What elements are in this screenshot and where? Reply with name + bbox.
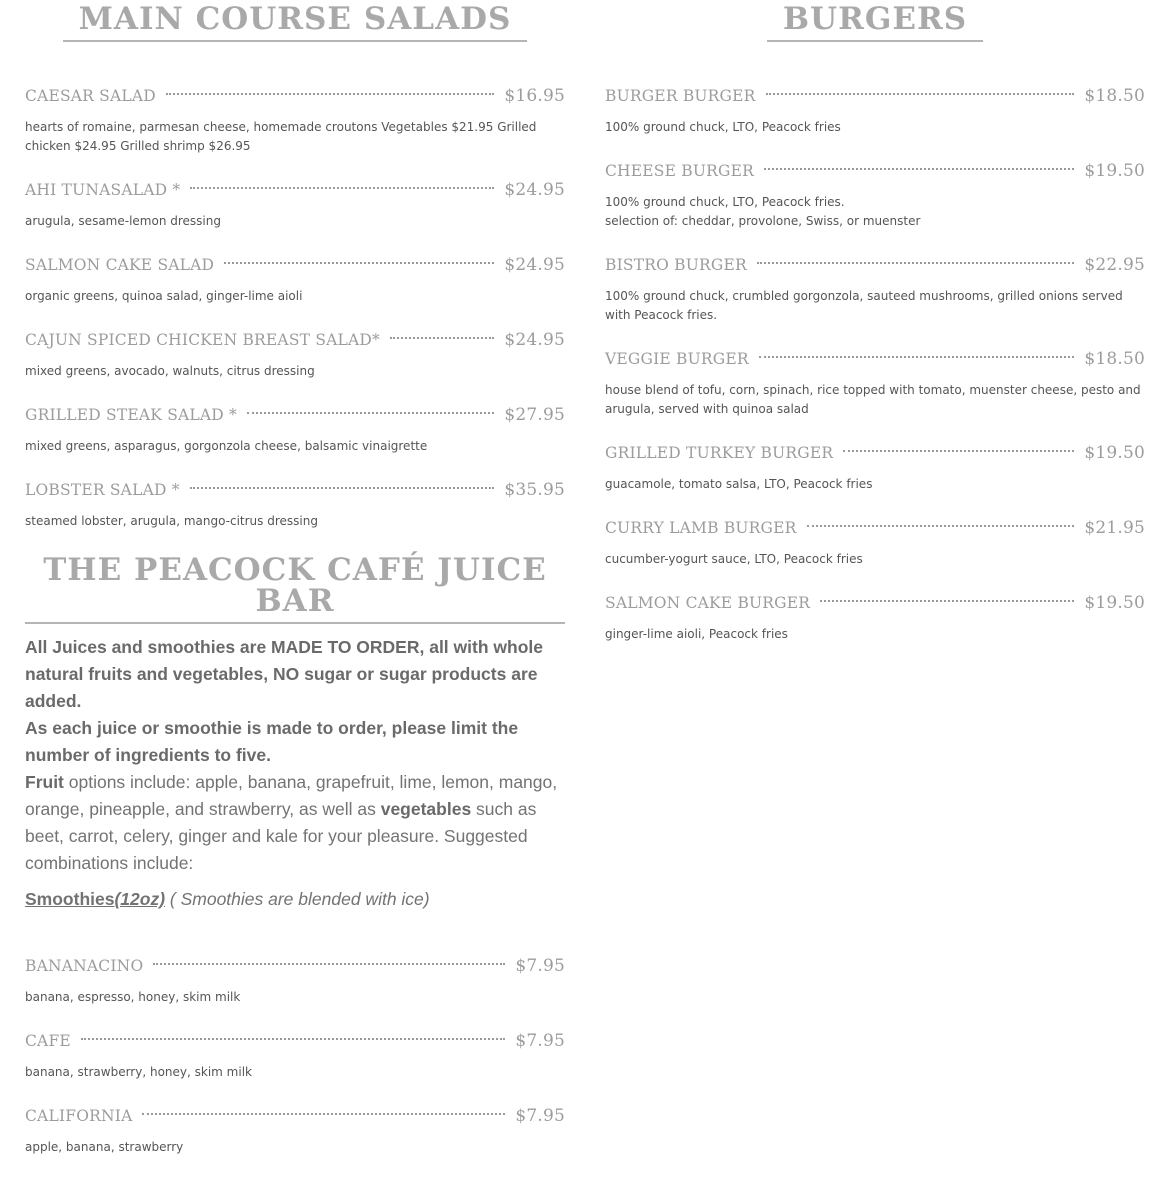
item-name: CURRY LAMB BURGER [605,519,797,537]
item-price: $21.95 [1084,518,1145,538]
item-description: 100% ground chuck, crumbled gorgonzola, sauteed mushrooms, grilled onions served with Peacock fries. [605,289,1123,322]
item-price: $19.50 [1084,443,1145,463]
vegetable-options: such as beet, carrot, celery, ginger and kale for your pleasure. Suggested combinations include: [25,799,537,873]
item-description: apple, banana, strawberry [25,1140,184,1154]
item-name: CAJUN SPICED CHICKEN BREAST SALAD* [25,331,380,349]
item-description: steamed lobster, arugula, mango-citrus dressing [25,514,318,528]
item-description: ginger-lime aioli, Peacock fries [605,627,788,641]
dotted-leader [190,487,495,489]
dotted-leader [166,93,494,95]
item-name: BISTRO BURGER [605,256,747,274]
item-description: house blend of tofu, corn, spinach, rice topped with tomato, muenster cheese, pesto and arugula, served with quinoa salad [605,383,1141,416]
item-name: SALMON CAKE BURGER [605,594,811,612]
menu-item [25,86,565,180]
item-name: LOBSTER SALAD * [25,481,180,499]
item-name: GRILLED STEAK SALAD * [25,406,238,424]
menu-item [25,480,565,555]
dotted-leader [759,356,1075,358]
item-name: VEGGIE BURGER [605,350,749,368]
item-name: BURGER BURGER [605,87,756,105]
menu-item [605,349,1145,443]
menu-item [605,443,1145,518]
item-name: AHI TUNASALAD * [25,181,181,199]
item-description: hearts of romaine, parmesan cheese, homemade croutons Vegetables $21.95 Grilled chicken $24.95 Grilled shrimp $26.95 [25,120,537,153]
item-name: CHEESE BURGER [605,162,754,180]
menu-item [25,330,565,405]
menu-item [25,1106,565,1181]
dotted-leader [757,262,1074,264]
menu-item [25,180,565,255]
item-name: SALMON CAKE SALAD [25,256,215,274]
menu-item [25,405,565,480]
menu-item [25,255,565,330]
fruit-options: options include: apple, banana, grapefruit, lime, lemon, mango, orange, pineapple, and strawberry, as well as [25,772,558,819]
item-price: $24.95 [504,330,565,350]
dotted-leader [390,337,494,339]
dotted-leader [81,1038,505,1040]
dotted-leader [142,1113,505,1115]
dotted-leader [224,262,494,264]
menu-item [605,161,1145,255]
item-price: $22.95 [1084,255,1145,275]
item-description: guacamole, tomato salsa, LTO, Peacock fries [605,477,873,491]
dotted-leader [807,525,1075,527]
menu-item [605,255,1145,349]
menu-item [605,518,1145,593]
dotted-leader [766,93,1075,95]
item-price: $35.95 [504,480,565,500]
intro-options [25,769,570,877]
intro-made-to-order: All Juices and smoothies are MADE TO ORDER, all with whole natural fruits and vegetables, NO sugar or sugar products are added. [25,637,543,711]
salads-section-title: MAIN COURSE SALADS [25,4,565,42]
smoothies-note: ( Smoothies are blended with ice) [165,889,430,909]
juice-bar-intro [25,634,570,877]
salads-list [25,86,565,555]
item-description: banana, espresso, honey, skim milk [25,990,241,1004]
burgers-list [605,86,1145,668]
item-description-line: 100% ground chuck, LTO, Peacock fries. [605,195,845,209]
dotted-leader [764,168,1074,170]
item-description: cucumber-yogurt sauce, LTO, Peacock fries [605,552,863,566]
item-name: BANANACINO [25,957,144,975]
item-price: $18.50 [1084,86,1145,106]
item-price: $19.50 [1084,161,1145,181]
menu-item [605,593,1145,668]
dotted-leader [153,963,505,965]
item-description [605,193,1145,231]
juice-bar-section-title: THE PEACOCK CAFÉ JUICE BAR [25,555,565,624]
item-description: arugula, sesame-lemon dressing [25,214,221,228]
item-description: organic greens, quinoa salad, ginger-lime aioli [25,289,303,303]
item-price: $27.95 [504,405,565,425]
item-description: 100% ground chuck, LTO, Peacock fries [605,120,841,134]
item-description: banana, strawberry, honey, skim milk [25,1065,252,1079]
item-name: CALIFORNIA [25,1107,133,1125]
item-price: $7.95 [515,956,565,976]
item-name: CAFE [25,1032,71,1050]
menu-item [25,956,565,1031]
item-description: mixed greens, asparagus, gorgonzola cheese, balsamic vinaigrette [25,439,428,453]
burgers-section-title: BURGERS [605,4,1145,42]
item-price: $16.95 [504,86,565,106]
dotted-leader [843,450,1074,452]
smoothies-title: Smoothies [25,889,115,909]
smoothies-size: (12oz) [114,889,166,909]
menu-item [25,1031,565,1106]
item-price: $18.50 [1084,349,1145,369]
fruit-label: Fruit [25,772,64,792]
vegetables-label: vegetables [380,799,472,819]
dotted-leader [247,412,494,414]
item-price: $24.95 [504,180,565,200]
item-price: $24.95 [504,255,565,275]
item-name: CAESAR SALAD [25,87,156,105]
menu-item [605,86,1145,161]
dotted-leader [820,600,1074,602]
smoothies-list [25,956,565,1181]
item-description-line: selection of: cheddar, provolone, Swiss, or muenster [605,214,921,228]
item-price: $19.50 [1084,593,1145,613]
intro-ingredient-limit: As each juice or smoothie is made to order, please limit the number of ingredients to five. [25,718,519,765]
item-price: $7.95 [515,1106,565,1126]
item-name: GRILLED TURKEY BURGER [605,444,834,462]
item-price: $7.95 [515,1031,565,1051]
item-description: mixed greens, avocado, walnuts, citrus dressing [25,364,315,378]
dotted-leader [190,187,494,189]
smoothies-heading [25,889,565,910]
